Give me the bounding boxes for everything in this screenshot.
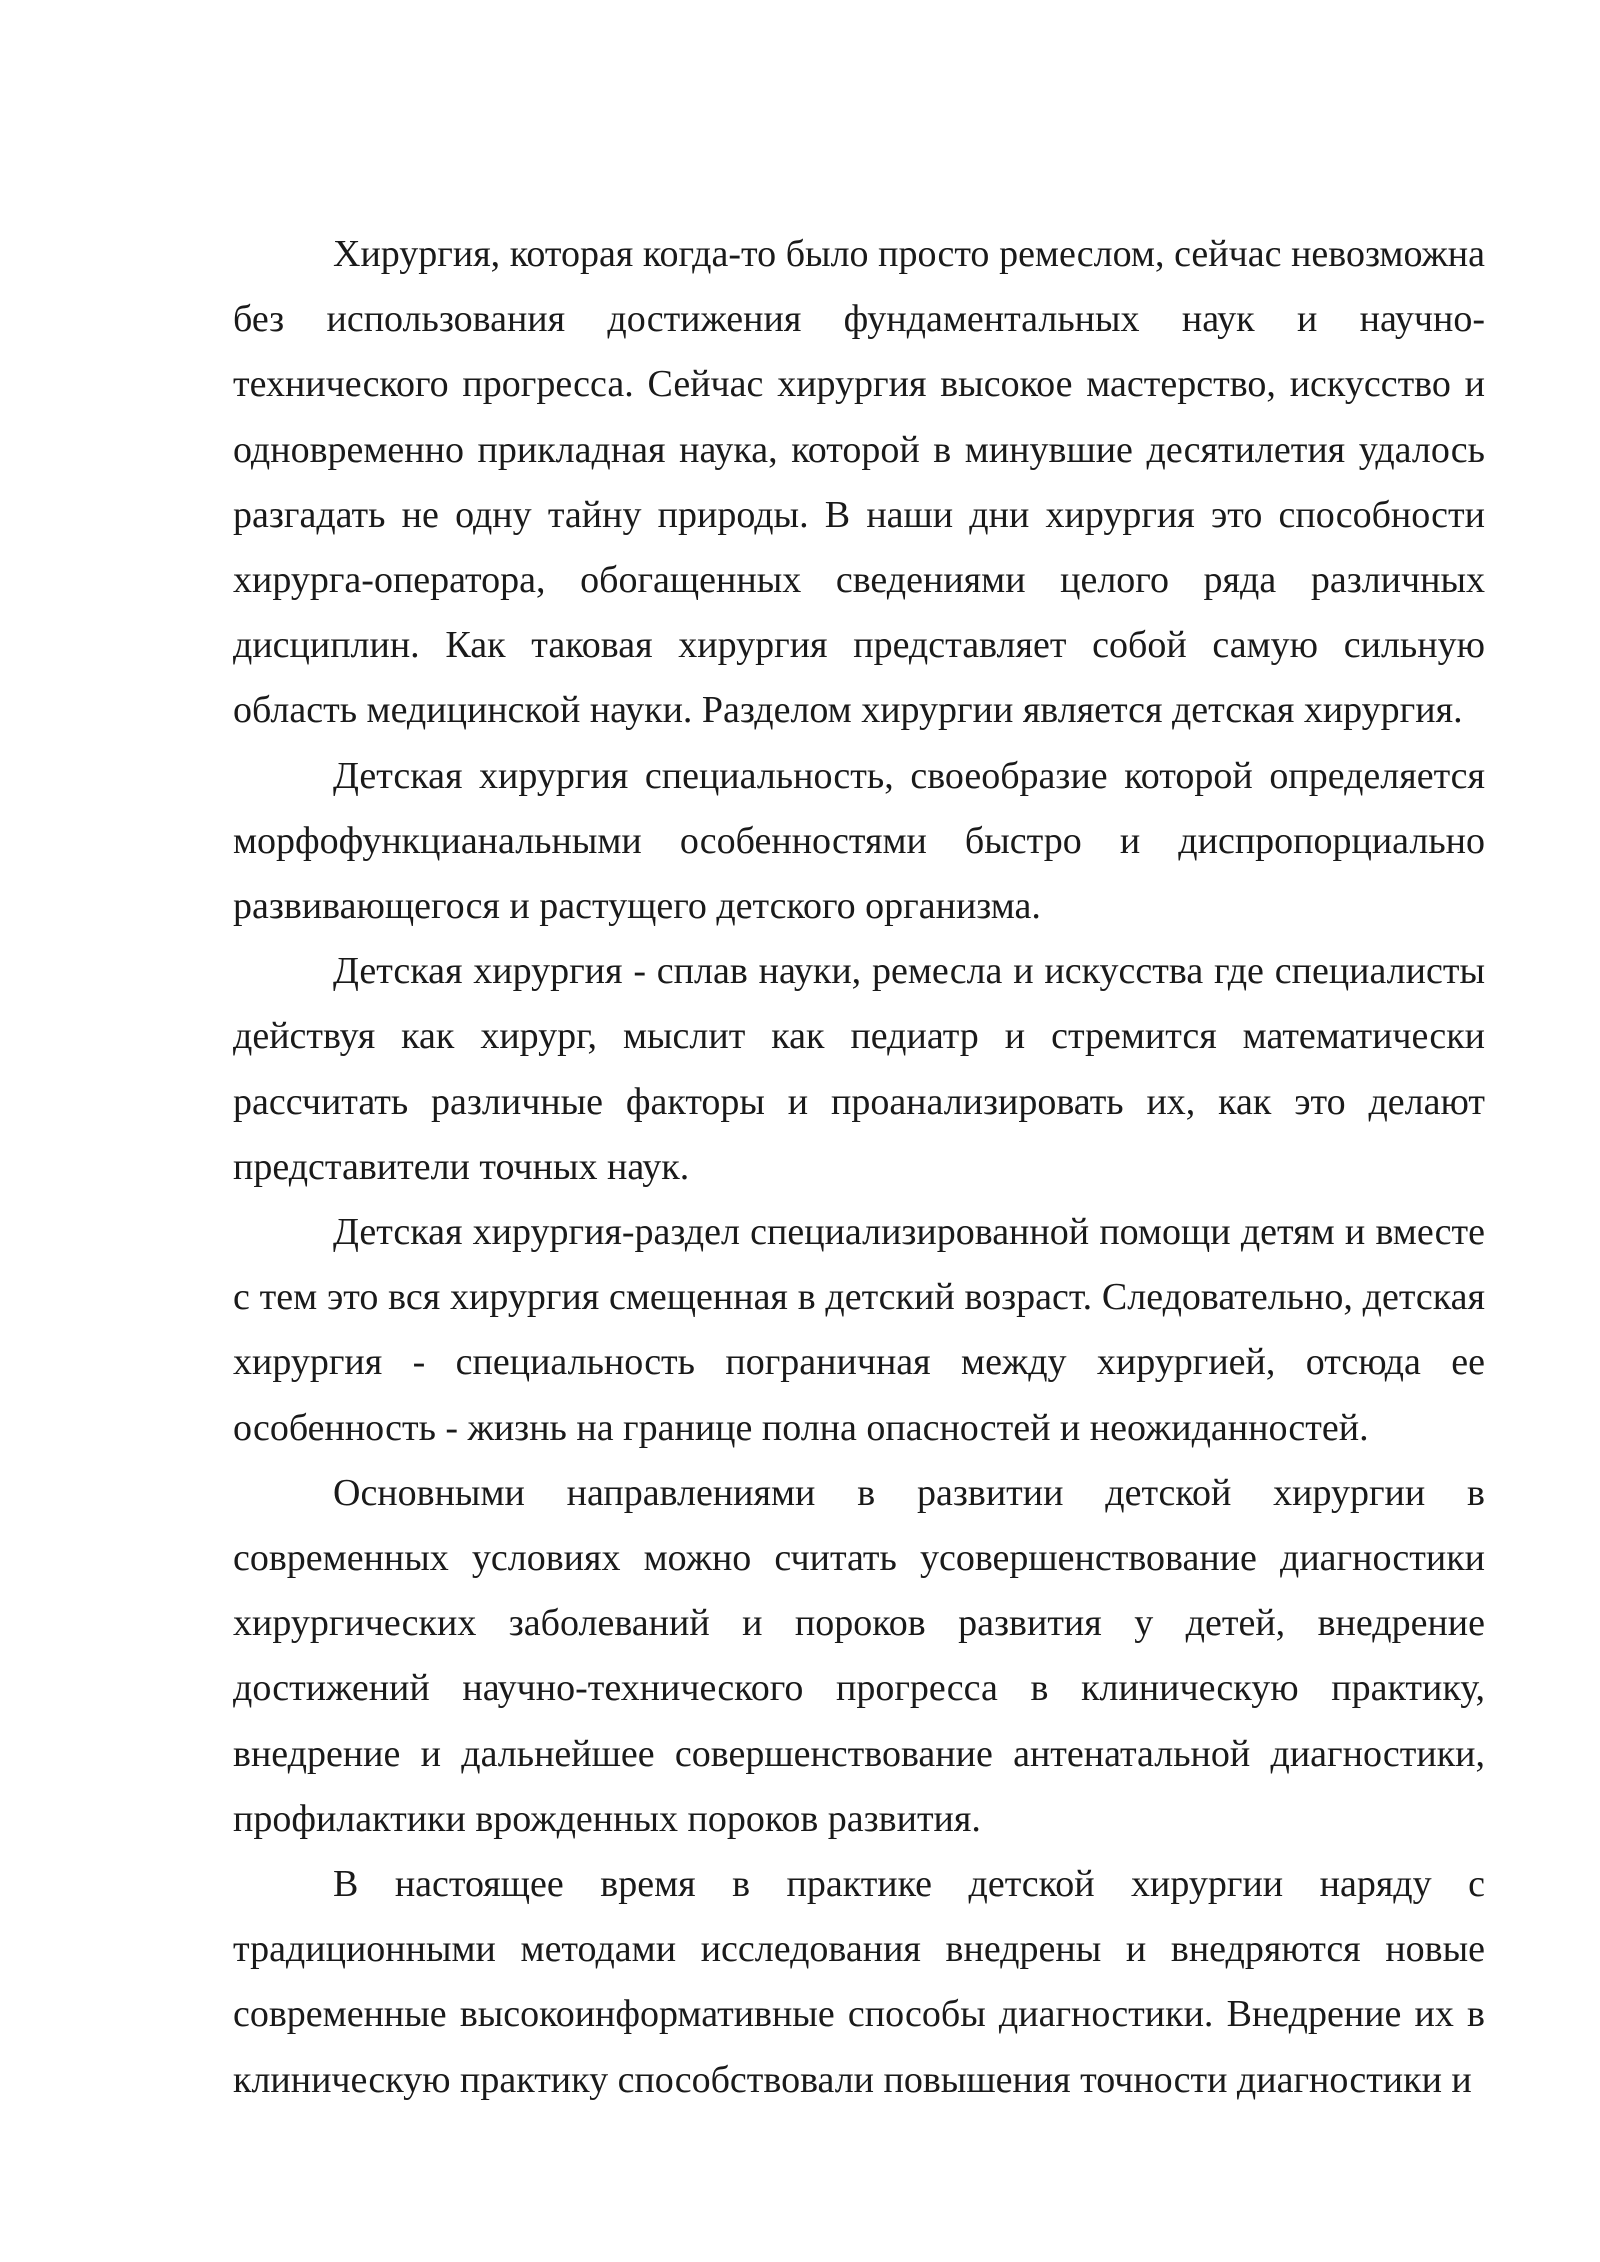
paragraph-main-directions: Основными направлениями в развитии детской хирургии в современных условиях можно считать усовершенствование диагностики хирургических заболеваний и пороков развития у детей, внедрение достижений научно-технического прогресса в клиническую практику, внедрение и дальнейшее совершенствование антенатальной диагностики, профилактики врожденных пороков развития.: [233, 1471, 1485, 1840]
paragraph-surgery-intro: Хирургия, которая когда-то было просто ремеслом, сейчас невозможна без использования достижения фундаментальных наук и научно-технического прогресса. Сейчас хирургия высокое мастерство, искусство и одновременно прикладная наука, которой в минувшие десятилетия удалось разгадать не одну тайну природы. В наши дни хирургия это способности хирурга-оператора, обогащенных сведениями целого ряда различных дисциплин. Как таковая хирургия представляет собой самую сильную область медицинской науки. Разделом хирургии является детская хирургия.: [233, 233, 1485, 732]
paragraph-specialized-care: Детская хирургия-раздел специализированной помощи детям и вместе с тем это вся хирургия смещенная в детский возраст. Следовательно, детская хирургия - специальность пограничная между хирургией, отсюда ее особенность - жизнь на границе полна опасностей и неожиданностей.: [233, 1211, 1485, 1449]
paragraph-modern-diagnostics: В настоящее время в практике детской хирургии наряду с традиционными методами исследования внедрены и внедряются новые современные высокоинформативные способы диагностики. Внедрение их в клиническую практику способствовали повышения точности диагностики и: [233, 1863, 1485, 2101]
body-text: [233, 222, 1485, 2113]
paragraph-science-craft-art: Детская хирургия - сплав науки, ремесла и искусства где специалисты действуя как хирург, мыслит как педиатр и стремится математически рассчитать различные факторы и проанализировать их, как это делают представители точных наук.: [233, 950, 1485, 1188]
paragraph-pediatric-surgery-definition: Детская хирургия специальность, своеобразие которой определяется морфофункцианальными особенностями быстро и диспропорциально развивающегося и растущего детского организма.: [233, 754, 1485, 928]
